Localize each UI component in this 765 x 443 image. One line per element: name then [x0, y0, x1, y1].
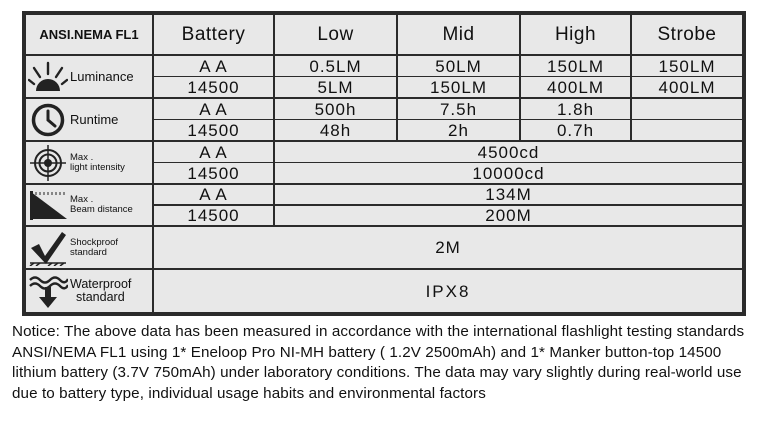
shockproof-label-line1: Shockproof [70, 236, 119, 248]
lum-aa-high: 150LM [521, 56, 630, 76]
run-li-high: 0.7h [521, 120, 630, 140]
row-label-runtime [26, 99, 152, 140]
lum-li-strobe: 400LM [632, 77, 742, 97]
shockproof-label [70, 238, 118, 258]
run-li-low: 48h [275, 120, 396, 140]
beam-li-battery: 14500 [154, 206, 273, 225]
waterproof-label-line1: Waterproof [70, 276, 132, 291]
sun-icon [26, 57, 70, 97]
shockproof-value: 2M [154, 227, 742, 268]
lum-aa-strobe: 150LM [632, 56, 742, 76]
intensity-label-line2: light intensity [70, 161, 125, 173]
beam-label-line2: Beam distance [70, 204, 133, 215]
lum-li-high: 400LM [521, 77, 630, 97]
row-label-intensity [26, 142, 152, 183]
beam-li-value: 200M [275, 206, 742, 225]
beam-distance-icon [26, 185, 70, 225]
row-label-waterproof [26, 270, 152, 312]
shockproof-label-line2: standard [70, 246, 107, 258]
spec-table [22, 11, 746, 316]
run-aa-mid: 7.5h [398, 99, 519, 119]
waterproof-label [70, 278, 131, 304]
row-label-shockproof [26, 227, 152, 268]
lum-li-low: 5LM [275, 77, 396, 97]
header-high: High [521, 15, 630, 54]
waterproof-icon [26, 271, 70, 311]
int-li-battery: 14500 [154, 163, 273, 183]
waterproof-label-line2: standard [76, 290, 125, 304]
run-li-strobe [632, 120, 742, 140]
header-standard: ANSI.NEMA FL1 [26, 15, 152, 54]
notice-text: Notice: The above data has been measured in accordance with the international flashlight testing standards ANSI/NEMA FL1 using 1* Eneloop Pro NI-MH battery ( 1.2V 2500mAh) and 1* Manker button-top 14500 lithium battery (3.7V 750mAh) under laboratory conditions. The data may vary slightly during real-world use due to battery type, individual usage habits and environmental factors [12, 323, 745, 402]
run-aa-high: 1.8h [521, 99, 630, 119]
run-aa-strobe [632, 99, 742, 119]
intensity-label-line1: Max . [70, 151, 94, 163]
runtime-label: Runtime [70, 111, 119, 127]
int-aa-value: 4500cd [275, 142, 742, 162]
lum-aa-mid: 50LM [398, 56, 519, 76]
target-icon [26, 143, 70, 183]
row-label-luminance [26, 56, 152, 97]
lum-aa-low: 0.5LM [275, 56, 396, 76]
header-mid: Mid [398, 15, 519, 54]
int-aa-battery: A A [154, 142, 273, 162]
run-li-mid: 2h [398, 120, 519, 140]
luminance-label: Luminance [70, 68, 134, 84]
beam-aa-value: 134M [275, 185, 742, 204]
header-low: Low [275, 15, 396, 54]
int-li-value: 10000cd [275, 163, 742, 183]
shockproof-icon [26, 228, 70, 268]
clock-icon [26, 100, 70, 140]
header-strobe: Strobe [632, 15, 742, 54]
beam-label [70, 195, 133, 215]
lum-li-mid: 150LM [398, 77, 519, 97]
run-li-battery: 14500 [154, 120, 273, 140]
intensity-label [70, 153, 125, 173]
header-battery: Battery [154, 15, 273, 54]
beam-label-line1: Max . [70, 194, 94, 206]
waterproof-value: IPX8 [154, 270, 742, 312]
lum-aa-battery: A A [154, 56, 273, 76]
beam-aa-battery: A A [154, 185, 273, 204]
lum-li-battery: 14500 [154, 77, 273, 97]
run-aa-battery: A A [154, 99, 273, 119]
run-aa-low: 500h [275, 99, 396, 119]
row-label-beam [26, 185, 152, 225]
